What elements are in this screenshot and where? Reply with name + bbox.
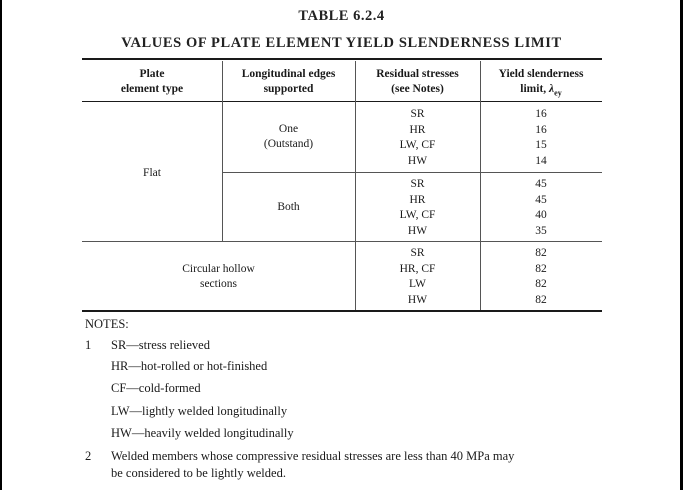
element-type-flat: Flat — [143, 167, 161, 179]
table-cell: HW — [407, 154, 428, 167]
stresses-flat-both — [355, 177, 480, 239]
left-border — [0, 0, 2, 490]
note-line: LW—lightly welded longitudinally — [111, 404, 288, 418]
table-cell: SR — [410, 247, 425, 259]
note-line: HW—heavily welded longitudinally — [111, 426, 294, 440]
table-cell: 16 — [535, 108, 547, 120]
table-cell: 16 — [535, 123, 547, 136]
header-longitudinal-edges: Longitudinal edges supported — [241, 68, 336, 95]
table-cell: HW — [407, 293, 428, 306]
note-line: be considered to be lightly welded. — [111, 466, 286, 480]
note-number: 1 — [85, 338, 92, 352]
table-cell: LW — [408, 278, 427, 290]
table-cell: LW, CF — [399, 139, 436, 151]
table-cell: HR, CF — [399, 262, 436, 275]
table-cell: SR — [410, 108, 425, 120]
table-cell: 15 — [535, 139, 547, 151]
table-number: TABLE 6.2.4 — [298, 8, 385, 24]
table-cell: HR — [409, 193, 426, 206]
row-divider-one-both — [222, 172, 602, 173]
header-yield-slenderness-limit: Yield slenderness limit, $\lambda_{ey}$ — [498, 68, 584, 98]
table-cell: 82 — [535, 278, 547, 290]
element-type-circular-hollow: Circular hollow sections — [182, 263, 255, 290]
table-title: VALUES OF PLATE ELEMENT YIELD SLENDERNESS LIMIT — [121, 35, 562, 51]
table-cell: 35 — [535, 224, 547, 237]
table-cell: HW — [407, 224, 428, 237]
top-rule — [82, 58, 602, 60]
table-cell: 82 — [535, 262, 547, 275]
bottom-rule — [82, 310, 602, 312]
table-cell: 45 — [535, 178, 547, 190]
lambda-symbol: λ — [549, 83, 555, 95]
table-cell: 82 — [535, 247, 547, 259]
table-cell: 40 — [535, 209, 547, 221]
header-rule — [82, 101, 602, 102]
stresses-flat-one — [355, 107, 480, 169]
note-line: CF—cold-formed — [111, 381, 201, 395]
note-line: Welded members whose compressive residual stresses are less than 40 MPa may — [111, 449, 515, 463]
notes-heading: NOTES: — [85, 317, 129, 331]
note-line: SR—stress relieved — [111, 338, 210, 352]
note-number: 2 — [85, 449, 92, 463]
note-line: HR—hot-rolled or hot-finished — [111, 359, 268, 373]
header-residual-stresses: Residual stresses (see Notes) — [376, 68, 459, 95]
table-cell: LW, CF — [399, 209, 436, 221]
header-plate-element-type: Plate element type — [120, 68, 184, 95]
stresses-circular — [355, 246, 480, 308]
edges-both: Both — [277, 201, 300, 213]
table-cell: SR — [410, 178, 425, 190]
limits-flat-both — [480, 177, 602, 239]
limits-circular — [480, 246, 602, 308]
table-cell: 82 — [535, 293, 547, 306]
edges-one: One (Outstand) — [263, 123, 314, 150]
row-divider-circular — [82, 241, 602, 242]
table-cell: HR — [409, 123, 426, 136]
table-cell: 45 — [535, 193, 547, 206]
table-cell: 14 — [535, 154, 547, 167]
limits-flat-one — [480, 107, 602, 169]
